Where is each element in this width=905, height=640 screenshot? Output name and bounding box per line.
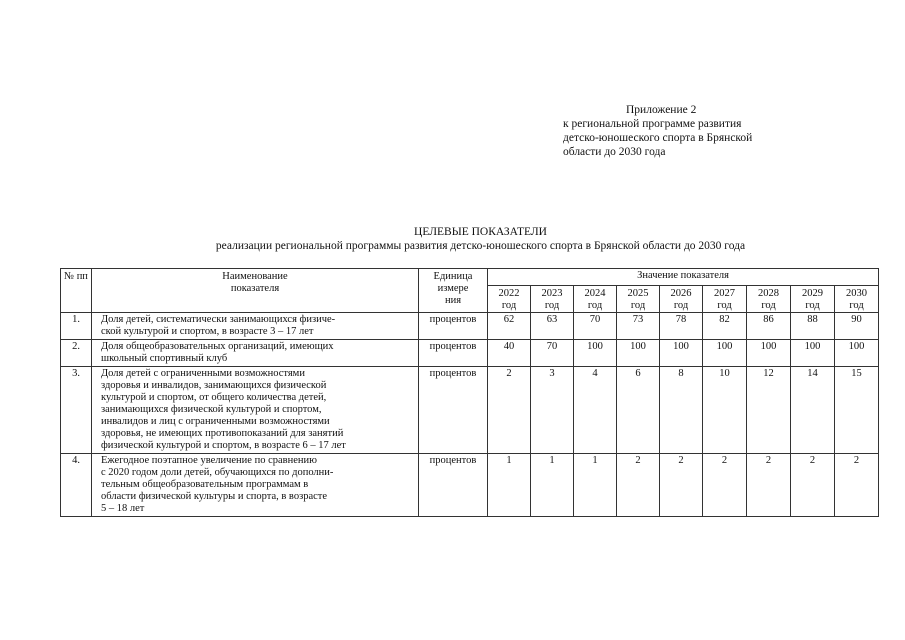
- header-year-value: 2024: [584, 288, 606, 299]
- appendix-note: [563, 103, 823, 159]
- row-indicator-name: [92, 313, 419, 340]
- header-values: Значение показателя: [488, 269, 879, 286]
- indicator-name-line: тельным общеобразовательным программам в: [101, 479, 309, 490]
- header-year-value: 2030: [846, 288, 868, 299]
- header-year-unit: год: [805, 300, 820, 311]
- header-year-unit: год: [717, 300, 732, 311]
- row-indicator-name: [92, 367, 419, 454]
- header-number: № пп: [61, 269, 92, 313]
- row-value-2025: 73: [617, 313, 660, 340]
- header-unit-line: ния: [444, 295, 462, 306]
- indicator-name-line: Ежегодное поэтапное увеличение по сравнению: [101, 455, 317, 466]
- row-value-2024: 1: [574, 454, 617, 517]
- row-value-2023: 63: [531, 313, 574, 340]
- row-indicator-name: [92, 340, 419, 367]
- header-year-unit: год: [630, 300, 646, 311]
- indicator-name-line: физической культурой и спортом, в возрасте 6 – 17 лет: [101, 440, 346, 451]
- header-year-2028: [747, 286, 791, 313]
- row-value-2024: 100: [574, 340, 617, 367]
- header-year-value: 2028: [758, 288, 779, 299]
- row-value-2028: 86: [747, 313, 791, 340]
- row-indicator-name: [92, 454, 419, 517]
- row-value-2028: 12: [747, 367, 791, 454]
- document-title: ЦЕЛЕВЫЕ ПОКАЗАТЕЛИ: [414, 226, 547, 238]
- indicator-name-line: здоровья, не имеющих противопоказаний для занятий: [101, 428, 344, 439]
- header-year-value: 2023: [541, 288, 563, 299]
- row-value-2023: 3: [531, 367, 574, 454]
- appendix-line: детско-юношеского спорта в Брянской: [563, 132, 753, 144]
- table-body: [61, 313, 879, 517]
- indicator-name-line: культурой и спортом, от общего количества детей,: [101, 392, 327, 403]
- header-unit-line: измере: [437, 283, 469, 294]
- indicator-name-line: школьный спортивный клуб: [101, 353, 228, 364]
- indicator-name-line: инвалидов и лиц с ограниченными возможностями: [101, 416, 330, 427]
- row-value-2022: 62: [488, 313, 531, 340]
- row-value-2022: 40: [488, 340, 531, 367]
- row-value-2025: 6: [617, 367, 660, 454]
- appendix-line: Приложение 2: [626, 104, 697, 116]
- row-value-2025: 2: [617, 454, 660, 517]
- header-year-unit: год: [544, 300, 560, 311]
- row-value-2027: 82: [703, 313, 747, 340]
- header-unit: [419, 269, 488, 313]
- row-value-2030: 100: [835, 340, 879, 367]
- row-value-2024: 4: [574, 367, 617, 454]
- header-year-2029: [791, 286, 835, 313]
- appendix-line: к региональной программе развития: [563, 118, 742, 130]
- header-year-value: 2022: [498, 288, 520, 299]
- header-year-value: 2025: [627, 288, 649, 299]
- indicator-name-line: с 2020 годом доли детей, обучающихся по дополни-: [101, 467, 334, 478]
- indicator-name-line: ской культурой и спортом, в возрасте 3 – 17 лет: [101, 326, 314, 337]
- indicator-name-line: здоровья и инвалидов, занимающихся физической: [101, 380, 327, 391]
- row-value-2030: 15: [835, 367, 879, 454]
- header-name-line: Наименование: [222, 271, 288, 282]
- indicator-name-line: области физической культуры и спорта, в возрасте: [101, 491, 328, 502]
- header-year-unit: год: [501, 300, 517, 311]
- header-year-2025: [617, 286, 660, 313]
- header-year-value: 2029: [802, 288, 823, 299]
- header-name-line: показателя: [230, 283, 280, 294]
- indicator-name-line: 5 – 18 лет: [101, 503, 145, 514]
- header-year-2023: [531, 286, 574, 313]
- row-value-2023: 70: [531, 340, 574, 367]
- row-value-2024: 70: [574, 313, 617, 340]
- row-value-2026: 78: [660, 313, 703, 340]
- row-value-2026: 100: [660, 340, 703, 367]
- header-name: [92, 269, 419, 313]
- row-value-2027: 2: [703, 454, 747, 517]
- header-year-2022: [488, 286, 531, 313]
- row-value-2025: 100: [617, 340, 660, 367]
- table-row: [61, 454, 879, 517]
- table-row: [61, 340, 879, 367]
- row-value-2027: 10: [703, 367, 747, 454]
- row-value-2026: 2: [660, 454, 703, 517]
- indicator-name-line: занимающихся физической культурой и спортом,: [101, 404, 322, 415]
- header-year-unit: год: [761, 300, 776, 311]
- row-value-2023: 1: [531, 454, 574, 517]
- row-value-2029: 2: [791, 454, 835, 517]
- header-year-value: 2027: [714, 288, 735, 299]
- header-unit-line: Единица: [433, 271, 473, 282]
- header-year-unit: год: [673, 300, 689, 311]
- row-unit: процентов: [419, 313, 488, 340]
- table-row: [61, 313, 879, 340]
- row-unit: процентов: [419, 367, 488, 454]
- row-unit: процентов: [419, 454, 488, 517]
- indicators-table: [60, 268, 879, 517]
- row-value-2030: 2: [835, 454, 879, 517]
- row-value-2029: 14: [791, 367, 835, 454]
- header-year-2030: [835, 286, 879, 313]
- row-number: 3.: [61, 367, 92, 454]
- indicator-name-line: Доля детей, систематически занимающихся физиче-: [101, 314, 336, 325]
- header-year-value: 2026: [670, 288, 692, 299]
- row-value-2029: 100: [791, 340, 835, 367]
- row-number: 1.: [61, 313, 92, 340]
- document-subtitle: реализации региональной программы развития детско-юношеского спорта в Брянской области до 2030 года: [215, 240, 746, 252]
- row-number: 4.: [61, 454, 92, 517]
- header-year-unit: год: [587, 300, 603, 311]
- indicator-name-line: Доля детей с ограниченными возможностями: [101, 368, 305, 379]
- row-value-2022: 2: [488, 367, 531, 454]
- row-value-2026: 8: [660, 367, 703, 454]
- header-year-2024: [574, 286, 617, 313]
- row-number: 2.: [61, 340, 92, 367]
- row-unit: процентов: [419, 340, 488, 367]
- row-value-2030: 90: [835, 313, 879, 340]
- row-value-2027: 100: [703, 340, 747, 367]
- header-year-unit: год: [849, 300, 864, 311]
- header-year-2027: [703, 286, 747, 313]
- row-value-2028: 100: [747, 340, 791, 367]
- header-year-2026: [660, 286, 703, 313]
- row-value-2022: 1: [488, 454, 531, 517]
- row-value-2029: 88: [791, 313, 835, 340]
- appendix-line: области до 2030 года: [563, 146, 666, 158]
- indicator-name-line: Доля общеобразовательных организаций, имеющих: [101, 341, 334, 352]
- row-value-2028: 2: [747, 454, 791, 517]
- table-row: [61, 367, 879, 454]
